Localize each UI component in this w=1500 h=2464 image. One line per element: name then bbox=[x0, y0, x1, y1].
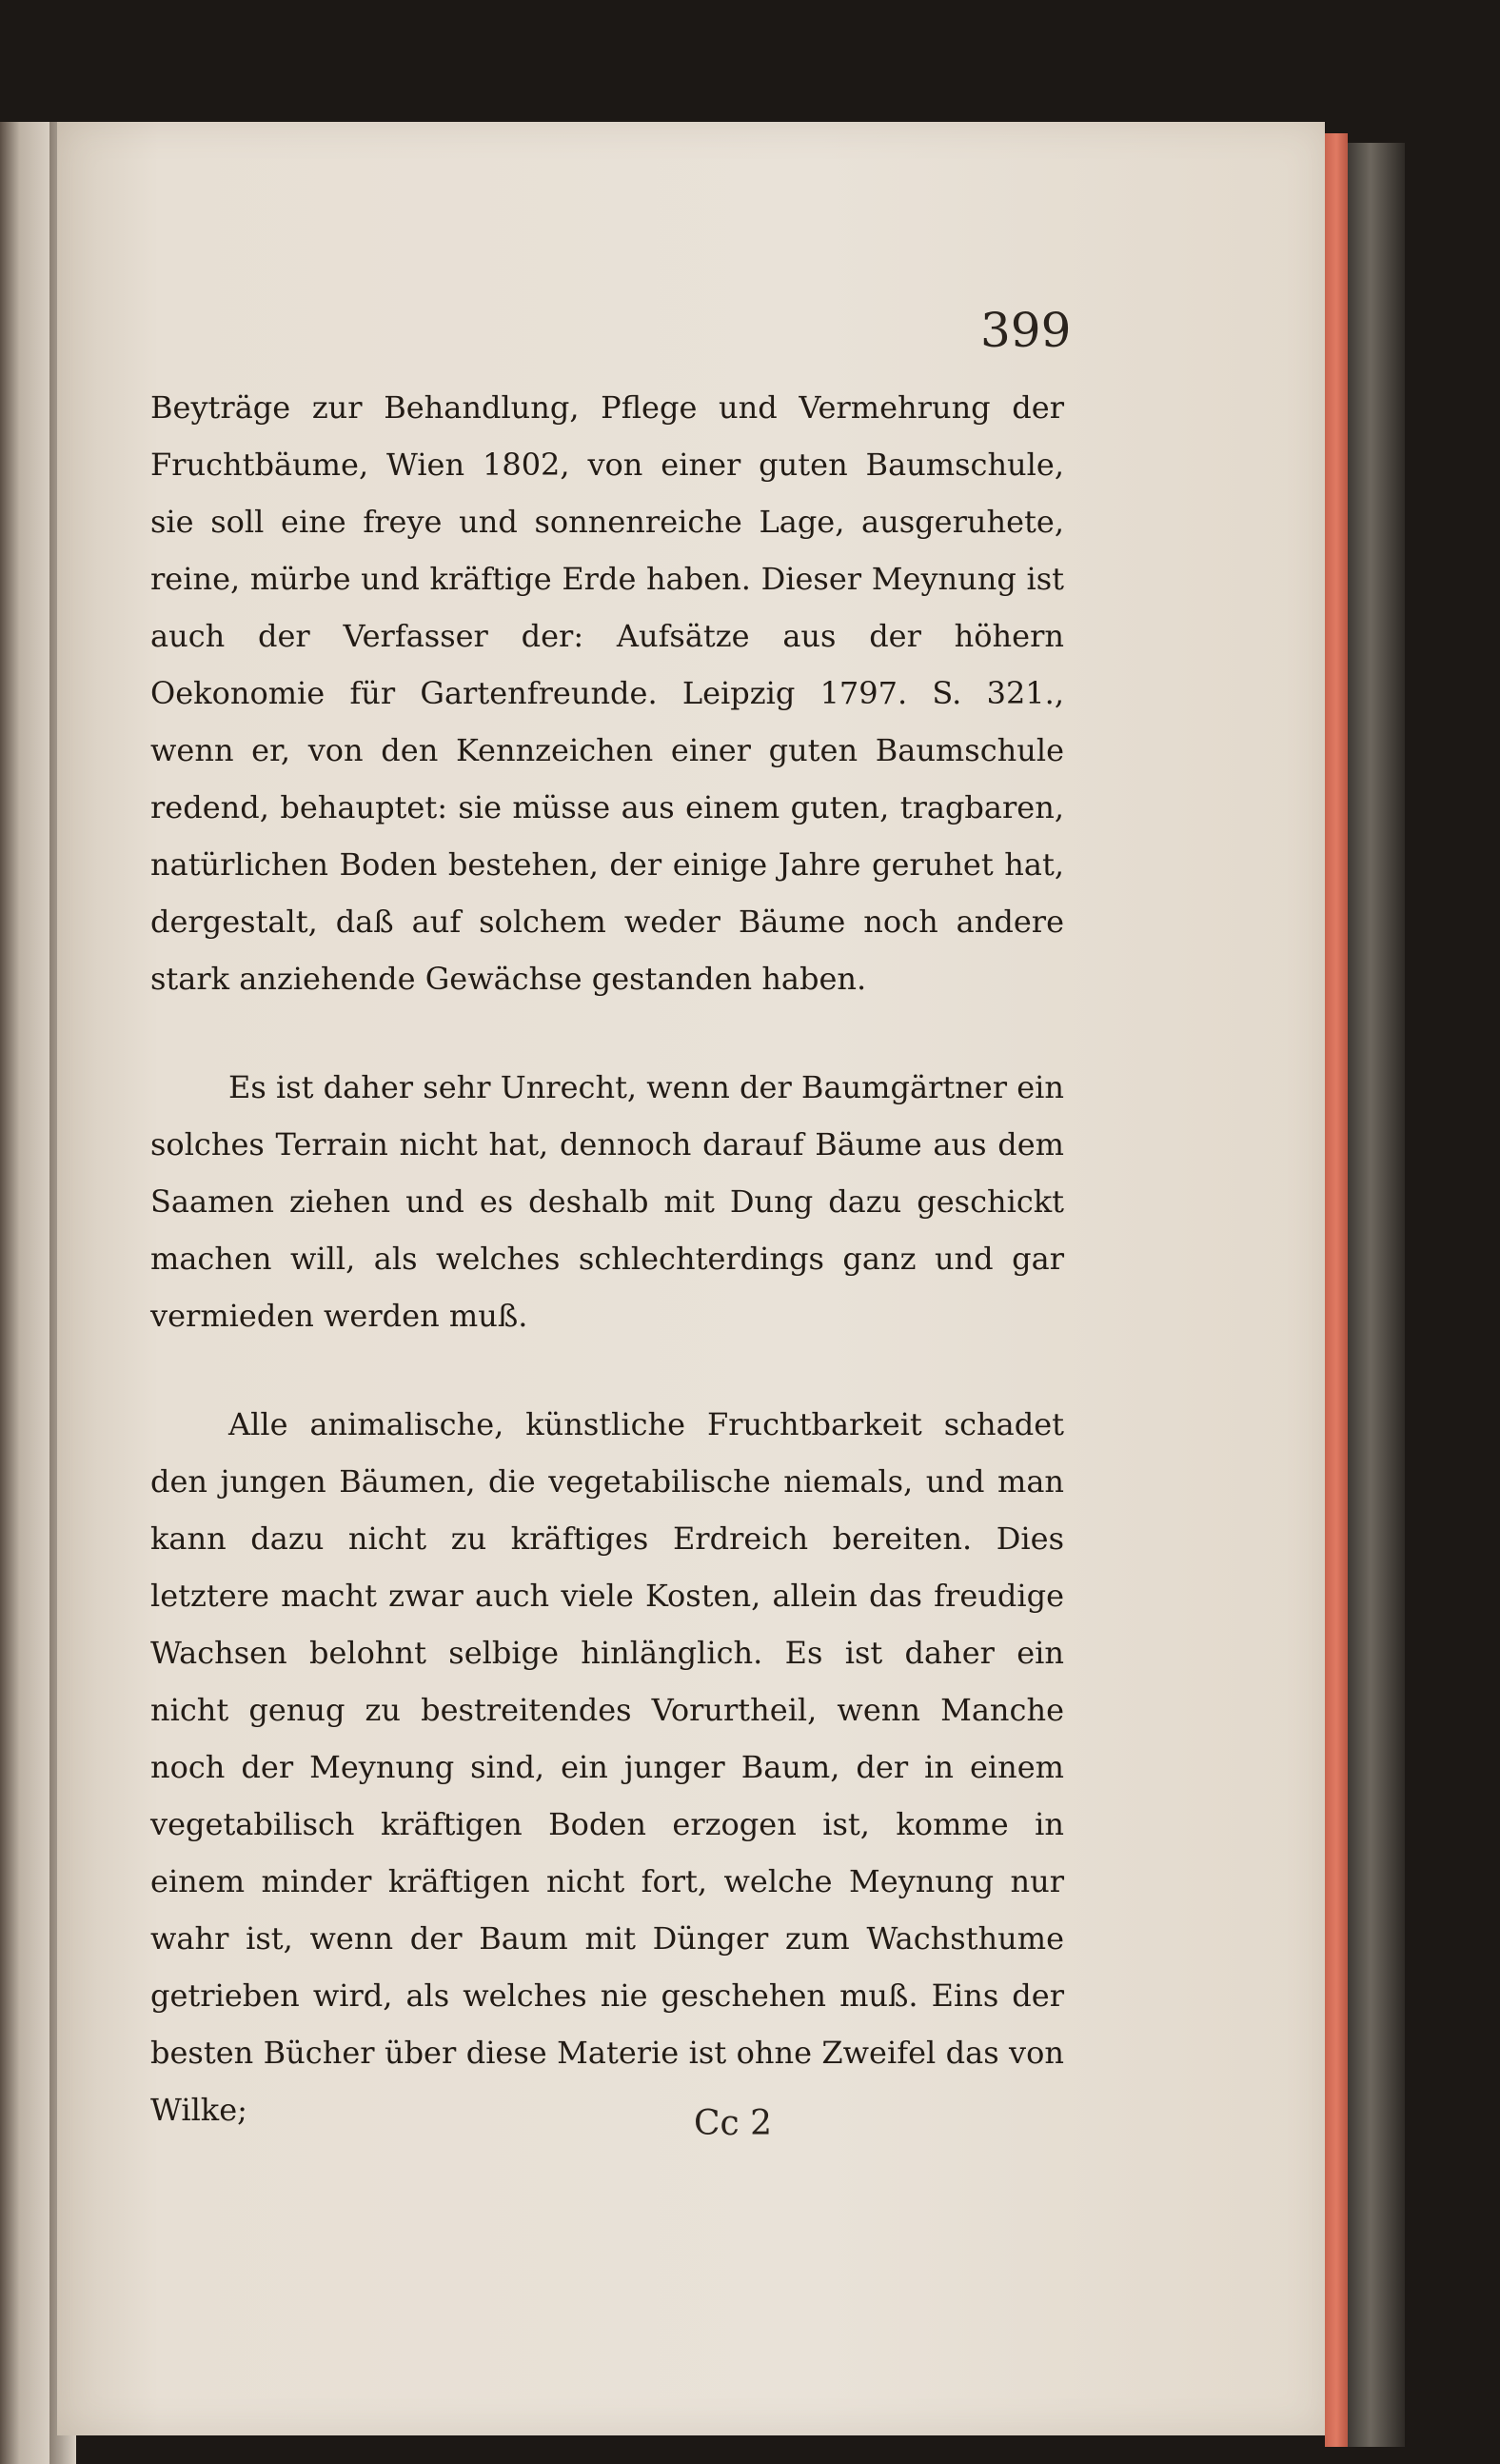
paragraph-1: Beyträge zur Behandlung, Pflege und Vermehrung der Fruchtbäume, Wien 1802, von einer guten Baumschule, sie soll eine freye und sonnenreiche Lage, ausgeruhete, reine, mürbe und kräftige Erde haben. Dieser Meynung ist auch der Verfasser der: Aufsätze aus der höhern Oekonomie für Gartenfreunde. Leipzig 1797. S. 321., wenn er, von den Kennzeichen einer guten Baumschule redend, behauptet: sie müsse aus einem guten, tragbaren, natürlichen Boden bestehen, der einige Jahre geruhet hat, dergestalt, daß auf solchem weder Bäume noch andere stark anziehende Gewächse gestanden haben. bbox=[150, 389, 1064, 997]
page-body-text bbox=[150, 379, 1064, 2138]
left-page-edge bbox=[0, 122, 49, 2464]
signature-mark: Cc 2 bbox=[693, 2104, 773, 2143]
paragraph-3: Alle animalische, künstliche Fruchtbarkeit schadet den jungen Bäumen, die vegetabilische niemals, und man kann dazu nicht zu kräftiges Erdreich bereiten. Dies letztere macht zwar auch viele Kosten, allein das freudige Wachsen belohnt selbige hinlänglich. Es ist daher ein nicht genug zu bestreitendes Vorurtheil, wenn Manche noch der Meynung sind, ein junger Baum, der in einem vegetabilisch kräftigen Boden erzogen ist, komme in einem minder kräftigen nicht fort, welche Meynung nur wahr ist, wenn der Baum mit Dünger zum Wachsthume getrieben wird, als welches nie geschehen muß. Eins der besten Bücher über diese Materie ist ohne Zweifel das von Wilke; bbox=[150, 1406, 1064, 2128]
page-number: 399 bbox=[980, 303, 1072, 358]
red-page-edge bbox=[1325, 133, 1348, 2447]
book-cover-edge bbox=[1348, 143, 1405, 2447]
paragraph-2: Es ist daher sehr Unrecht, wenn der Baumgärtner ein solches Terrain nicht hat, dennoch darauf Bäume aus dem Saamen ziehen und es deshalb mit Dung dazu geschickt machen will, als welches schlechterdings ganz und gar vermieden werden muß. bbox=[150, 1069, 1064, 1334]
